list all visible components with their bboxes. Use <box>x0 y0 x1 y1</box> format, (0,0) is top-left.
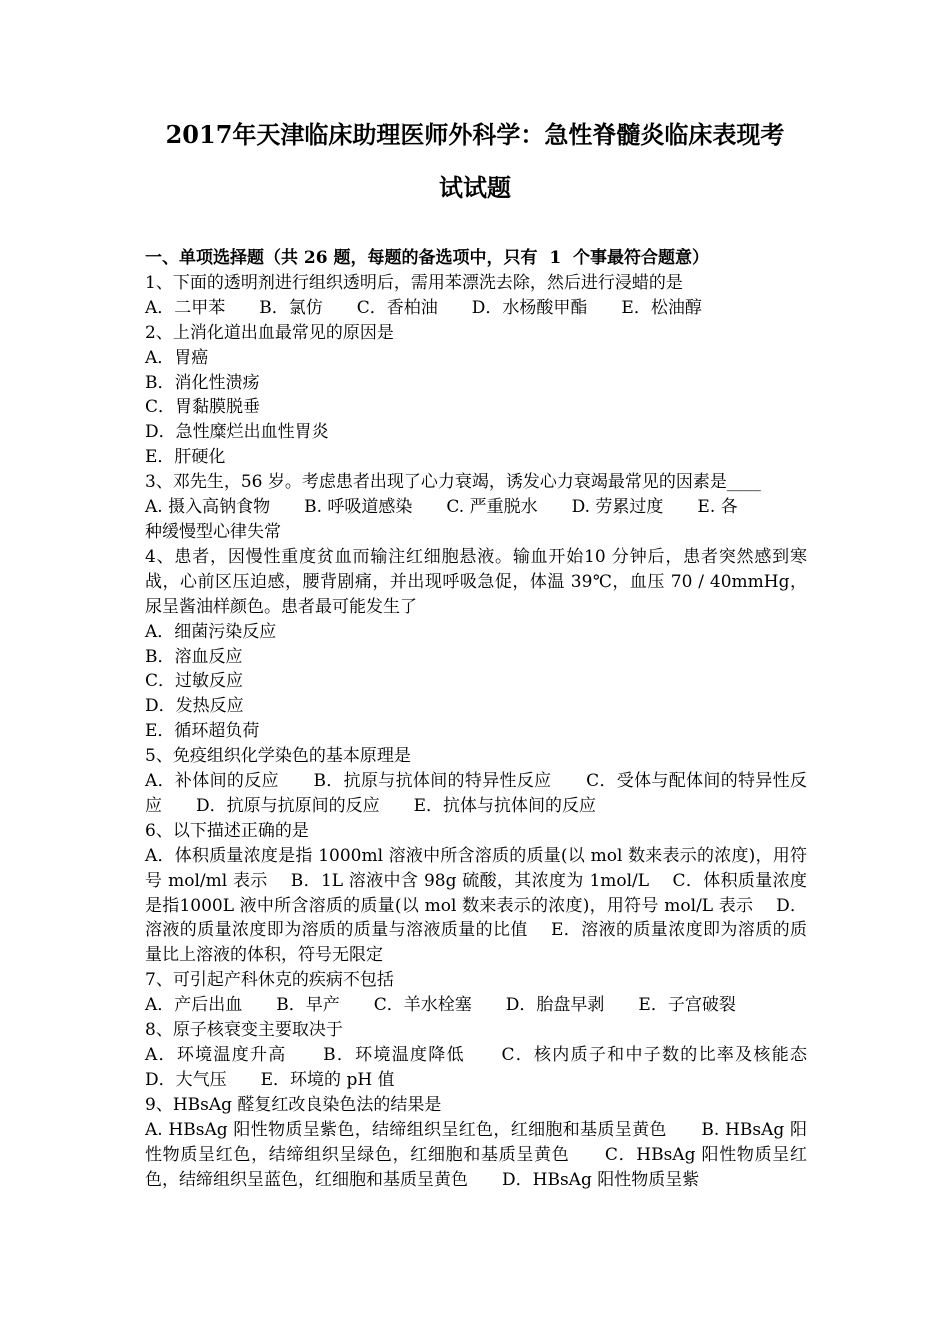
question-options: A. HBsAg 阳性物质呈紫色，结缔组织呈红色，红细胞和基质呈黄色 B. HBsAg 阳性物质呈红色，结缔组织呈绿色，红细胞和基质呈黄色 C．HBsAg 阳性物质呈红色，结缔组织呈蓝色，红细胞和基质呈黄色 D．HBsAg 阳性物质呈紫 <box>145 1119 807 1190</box>
doc-title-line-2: 试试题 <box>439 173 511 202</box>
question-options: A. 摄入高钠食物 B. 呼吸道感染 C. 严重脱水 D. 劳累过度 E. 各 <box>145 497 738 518</box>
question-stem: 6、以下描述正确的是 <box>145 820 309 841</box>
document-body <box>145 246 841 1192</box>
question-stem: 8、原子核衰变主要取决于 <box>145 1020 343 1041</box>
question-option: D．急性糜烂出血性胃炎 <box>145 422 329 443</box>
question-option: A．胃癌 <box>145 347 209 368</box>
question-option: B．溶血反应 <box>145 646 243 667</box>
question-option: E．循环超负荷 <box>145 721 260 742</box>
question-stem: 4、患者，因慢性重度贫血而输注红细胞悬液。输血开始10 分钟后，患者突然感到寒战，心前区压迫感，腰背剧痛，并出现呼吸急促，体温 39℃，血压 70 / 40mmHg，尿呈酱油样颜色。患者最可能发生了 <box>145 546 807 617</box>
question-stem: 2、上消化道出血最常见的原因是 <box>145 322 394 343</box>
question-option: C．过敏反应 <box>145 671 244 692</box>
question-options: A．体积质量浓度是指 1000ml 溶液中所含溶质的质量(以 mol 数来表示的浓度)，用符号 mol/ml 表示 B．1L 溶液中含 98g 硫酸，其浓度为 1mol/L C．体积质量浓度是指1000L 液中所含溶质的质量(以 mol 数来表示的浓度)，用符号 mol/L 表示 D．溶液的质量浓度即为溶质的质量与溶液质量的比值 E．溶液的质量浓度即为溶质的质量比上溶液的体积，符号无限定 <box>145 845 807 966</box>
question-options-continued: 种缓慢型心律失常 <box>145 521 281 542</box>
section-heading: 一、单项选择题（共 26 题，每题的备选项中，只有 1 个事最符合题意） <box>145 248 709 268</box>
question-options: A．环境温度升高 B．环境温度降低 C．核内质子和中子数的比率及核能态 D．大气压 E．环境的 pH 值 <box>145 1045 841 1090</box>
question-stem: 1、下面的透明剂进行组织透明后，需用苯漂洗去除，然后进行浸蜡的是 <box>145 272 683 293</box>
question-option: E．肝硬化 <box>145 447 226 468</box>
doc-title-line-1: 2017年天津临床助理医师外科学：急性脊髓炎临床表现考 <box>165 120 785 149</box>
question-stem: 3、邓先生，56 岁。考虑患者出现了心力衰竭，诱发心力衰竭最常见的因素是____ <box>145 472 761 493</box>
question-options: A．产后出血 B．早产 C．羊水栓塞 D．胎盘早剥 E．子宫破裂 <box>145 995 736 1016</box>
question-option: D．发热反应 <box>145 696 244 717</box>
question-option: C．胃黏膜脱垂 <box>145 397 261 418</box>
question-option: A．细菌污染反应 <box>145 621 277 642</box>
question-option: B．消化性溃疡 <box>145 372 260 393</box>
question-stem: 5、免疫组织化学染色的基本原理是 <box>145 746 411 767</box>
question-stem: 9、HBsAg 醛复红改良染色法的结果是 <box>145 1094 442 1115</box>
question-options: A．补体间的反应 B．抗原与抗体间的特异性反应 C．受体与配体间的特异性反应 D．抗原与抗原间的反应 E．抗体与抗体间的反应 <box>145 771 807 816</box>
question-options: A．二甲苯 B．氯仿 C．香柏油 D．水杨酸甲酯 E．松油醇 <box>145 297 702 318</box>
question-stem: 7、可引起产科休克的疾病不包括 <box>145 970 394 991</box>
